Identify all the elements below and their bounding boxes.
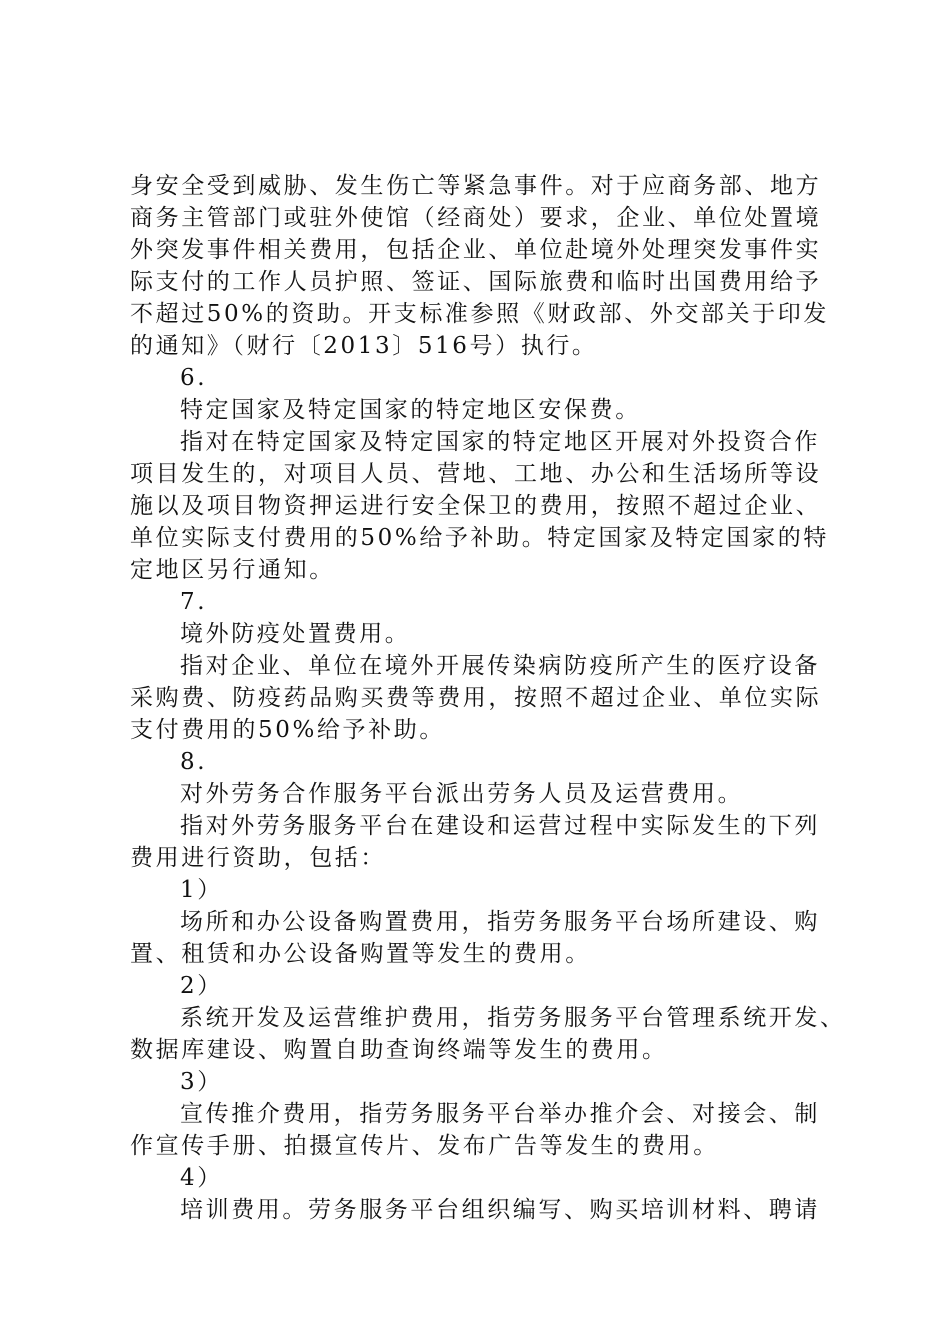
text-line: 宣传推介费用，指劳务服务平台举办推介会、对接会、制 [180, 1101, 820, 1127]
text-line: 单位实际支付费用的50%给予补助。特定国家及特定国家的特 [130, 525, 829, 551]
section-heading: 特定国家及特定国家的特定地区安保费。 [180, 397, 641, 423]
section-heading: 对外劳务合作服务平台派出劳务人员及运营费用。 [180, 781, 744, 807]
text-line: 支付费用的50%给予补助。 [130, 717, 445, 743]
text-line: 数据库建设、购置自助查询终端等发生的费用。 [130, 1037, 668, 1063]
item-number: 2） [180, 973, 223, 999]
text-line: 施以及项目物资押运进行安全保卫的费用，按照不超过企业、 [130, 493, 822, 519]
text-line: 项目发生的，对项目人员、营地、工地、办公和生活场所等设 [130, 461, 822, 487]
item-number: 3） [180, 1069, 223, 1095]
text-line: 采购费、防疫药品购买费等费用，按照不超过企业、单位实际 [130, 685, 822, 711]
document-body [130, 170, 850, 1226]
text-line: 外突发事件相关费用，包括企业、单位赴境外处理突发事件实 [130, 237, 822, 263]
text-line: 不超过50%的资助。开支标准参照《财政部、外交部关于印发 [130, 301, 829, 327]
text-line: 际支付的工作人员护照、签证、国际旅费和临时出国费用给予 [130, 269, 822, 295]
text-line: 指对企业、单位在境外开展传染病防疫所产生的医疗设备 [180, 653, 820, 679]
text-line: 置、租赁和办公设备购置等发生的费用。 [130, 941, 591, 967]
section-number: 6. [180, 365, 208, 391]
text-line: 指对外劳务服务平台在建设和运营过程中实际发生的下列 [180, 813, 820, 839]
text-line: 系统开发及运营维护费用，指劳务服务平台管理系统开发、 [180, 1005, 846, 1031]
text-line: 场所和办公设备购置费用，指劳务服务平台场所建设、购 [180, 909, 820, 935]
section-number: 8. [180, 749, 208, 775]
text-line: 的通知》（财行〔2013〕516号）执行。 [130, 333, 598, 359]
text-line: 定地区另行通知。 [130, 557, 335, 583]
section-heading: 境外防疫处置费用。 [180, 621, 411, 647]
text-line: 作宣传手册、拍摄宣传片、发布广告等发生的费用。 [130, 1133, 719, 1159]
section-number: 7. [180, 589, 208, 615]
item-number: 1） [180, 877, 223, 903]
text-line: 商务主管部门或驻外使馆（经商处）要求，企业、单位处置境 [130, 205, 822, 231]
text-line: 费用进行资助，包括： [130, 845, 386, 871]
text-line: 培训费用。劳务服务平台组织编写、购买培训材料、聘请 [180, 1197, 820, 1223]
text-line: 指对在特定国家及特定国家的特定地区开展对外投资合作 [180, 429, 820, 455]
text-line: 身安全受到威胁、发生伤亡等紧急事件。对于应商务部、地方 [130, 173, 822, 199]
item-number: 4） [180, 1165, 223, 1191]
